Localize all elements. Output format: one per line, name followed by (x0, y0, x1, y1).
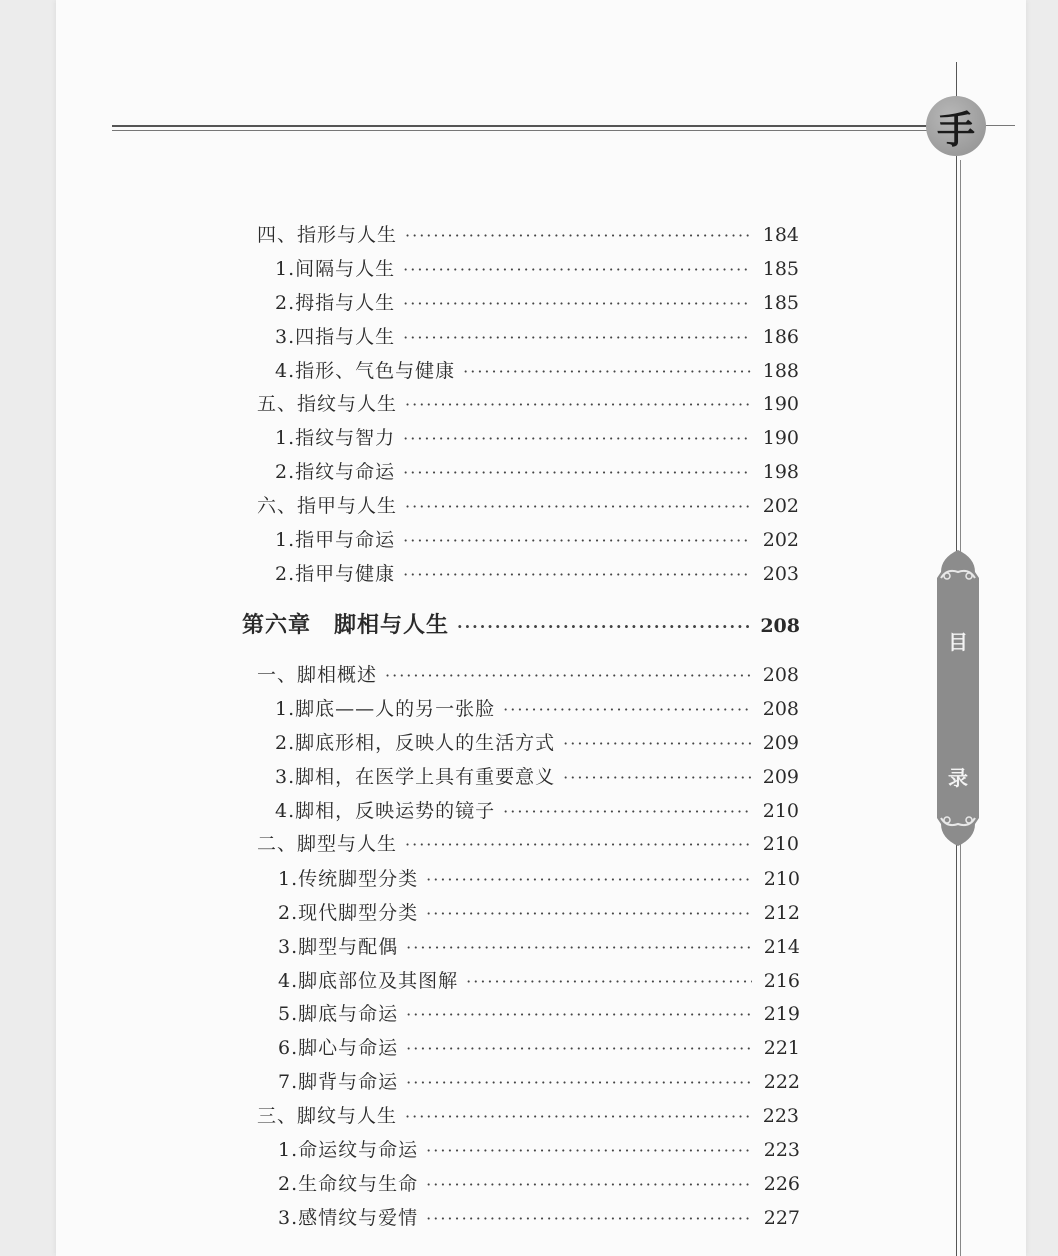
toc-entry[interactable]: 1.指甲与命运 ····· 202 (275, 525, 799, 555)
toc-entry[interactable]: 六、指甲与人生 ····· 202 (257, 491, 799, 521)
toc-entry[interactable]: 4.脚相，反映运势的镜子 ····· 210 (275, 796, 799, 826)
toc-entry[interactable]: 1.传统脚型分类 ····· 210 (278, 864, 800, 894)
toc-entry[interactable]: 4.脚底部位及其图解 ····· 216 (278, 966, 800, 996)
toc-entry[interactable]: 1.间隔与人生 ····· 185 (275, 254, 799, 284)
toc-entry[interactable]: 3.脚相，在医学上具有重要意义 ····· 209 (275, 762, 799, 792)
toc-chapter[interactable]: 第六章 脚相与人生 ····· 208 (242, 608, 800, 638)
toc-entry[interactable]: 6.脚心与命运 ····· 221 (278, 1033, 800, 1063)
toc-entry[interactable]: 3.脚型与配偶 ····· 214 (278, 932, 800, 962)
toc-entry[interactable]: 1.命运纹与命运 ····· 223 (278, 1135, 800, 1165)
side-tab-char-1: 目 (948, 630, 968, 654)
toc-entry[interactable]: 3.感情纹与爱情 ····· 227 (278, 1203, 800, 1233)
toc-entry[interactable]: 1.指纹与智力 ····· 190 (275, 423, 799, 453)
toc-entry[interactable]: 二、脚型与人生 ····· 210 (257, 829, 799, 859)
corner-badge-char: 手 (936, 106, 975, 152)
toc-entry[interactable]: 2.脚底形相，反映人的生活方式 ····· 209 (275, 728, 799, 758)
toc-entry[interactable]: 三、脚纹与人生 ····· 223 (257, 1101, 799, 1131)
toc-entry[interactable]: 5.脚底与命运 ····· 219 (278, 999, 800, 1029)
toc-entry[interactable]: 4.指形、气色与健康 ····· 188 (275, 356, 799, 386)
toc-entry[interactable]: 一、脚相概述 ····· 208 (257, 660, 799, 690)
toc-entry[interactable]: 2.拇指与人生 ····· 185 (275, 288, 799, 318)
toc-entry[interactable]: 7.脚背与命运 ····· 222 (278, 1067, 800, 1097)
side-tab-char-2: 录 (948, 766, 968, 790)
toc-entry[interactable]: 2.现代脚型分类 ····· 212 (278, 898, 800, 928)
toc-entry[interactable]: 3.四指与人生 ····· 186 (275, 322, 799, 352)
toc-entry[interactable]: 五、指纹与人生 ····· 190 (257, 389, 799, 419)
toc-entry[interactable]: 2.指甲与健康 ····· 203 (275, 559, 799, 589)
toc-entry[interactable]: 1.脚底——人的另一张脸 ····· 208 (275, 694, 799, 724)
toc-entry[interactable]: 2.指纹与命运 ····· 198 (275, 457, 799, 487)
toc-entry[interactable]: 2.生命纹与生命 ····· 226 (278, 1169, 800, 1199)
toc-entry[interactable]: 四、指形与人生 ····· 184 (257, 220, 799, 250)
